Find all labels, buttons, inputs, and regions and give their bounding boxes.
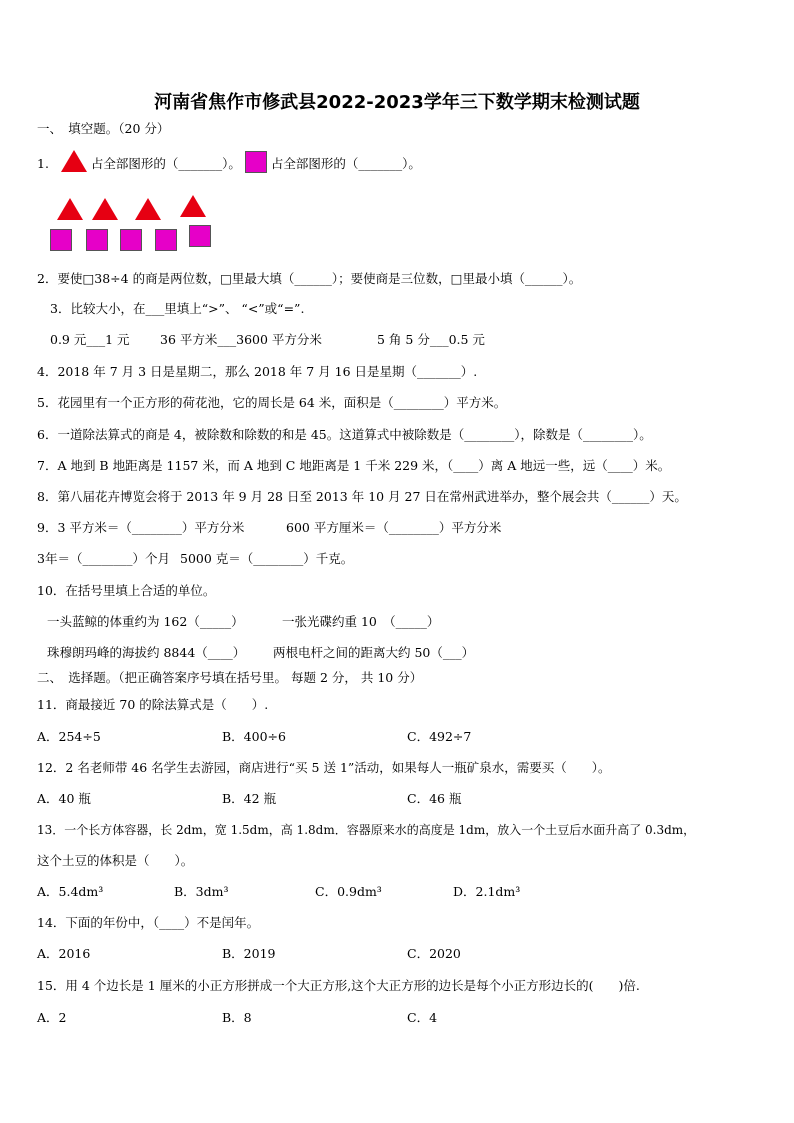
- question-text: 占全部图形的（_______）。: [90, 156, 241, 171]
- question-15: 15．用 4 个边长是 1 厘米的小正方形拼成一个大正方形,这个大正方形的边长是每个小正方形边长的( )倍.: [37, 978, 640, 993]
- question-8: 8．第八届花卉博览会将于 2013 年 9 月 28 日至 2013 年 10 月 27 日在常州武进举办，整个展会共（______）天。: [37, 489, 687, 504]
- option-b: B．3dm³: [174, 884, 229, 899]
- square-icon: [189, 225, 211, 247]
- triangle-icon: [57, 198, 83, 220]
- question-3: 3．比较大小，在___里填上“>”、 “<”或“=”.: [50, 301, 305, 316]
- question-3-item-b: 36 平方米___3600 平方分米: [160, 332, 322, 347]
- question-10-item-b: 一张光碟约重 10 （_____）: [282, 614, 440, 629]
- triangle-icon: [61, 150, 87, 172]
- question-13-cont: 这个土豆的体积是（ ）。: [37, 853, 194, 868]
- page-title: 河南省焦作市修武县2022-2023学年三下数学期末检测试题: [154, 92, 640, 113]
- question-10-item-a: 一头蓝鲸的体重约为 162（_____）: [47, 614, 244, 629]
- option-a: A．254÷5: [37, 729, 101, 744]
- option-a: A．2016: [37, 946, 91, 961]
- square-icon: [50, 229, 72, 251]
- option-c: C．0.9dm³: [315, 884, 382, 899]
- option-b: B．8: [222, 1010, 252, 1025]
- section-heading-choice: 二、 选择题。（把正确答案序号填在括号里。 每题 2 分， 共 10 分）: [37, 670, 423, 685]
- question-9-a: 9．3 平方米＝（________）平方分米: [37, 520, 245, 535]
- option-b: B．400÷6: [222, 729, 286, 744]
- option-a: A．2: [37, 1010, 67, 1025]
- question-4: 4．2018 年 7 月 3 日是星期二，那么 2018 年 7 月 16 日是星期（_______）.: [37, 364, 478, 379]
- triangle-icon: [92, 198, 118, 220]
- question-13: 13．一个长方体容器，长 2dm，宽 1.5dm，高 1.8dm．容器原来水的高度是 1dm，放入一个土豆后水面升高了 0.3dm，: [37, 823, 696, 837]
- option-b: B．42 瓶: [222, 791, 277, 806]
- square-icon: [120, 229, 142, 251]
- triangle-icon: [135, 198, 161, 220]
- question-12: 12．2 名老师带 46 名学生去游园，商店进行“买 5 送 1”活动，如果每人一瓶矿泉水，需要买（ ）。: [37, 760, 611, 775]
- question-11: 11．商最接近 70 的除法算式是（ ）.: [37, 697, 269, 712]
- question-3-item-a: 0.9 元___1 元: [50, 332, 130, 347]
- question-number: 1.: [37, 156, 49, 171]
- option-c: C．492÷7: [407, 729, 472, 744]
- question-6: 6．一道除法算式的商是 4，被除数和除数的和是 45。这道算式中被除数是（________），除数是（________）。: [37, 427, 652, 442]
- option-d: D．2.1dm³: [453, 884, 521, 899]
- question-text: 占全部图形的（_______）。: [270, 156, 421, 171]
- question-9-d: 5000 克＝（________）千克。: [180, 551, 354, 566]
- question-10-item-d: 两根电杆之间的距离大约 50（___）: [273, 645, 475, 660]
- question-14: 14．下面的年份中，（____）不是闰年。: [37, 915, 260, 930]
- question-1: [37, 150, 421, 173]
- section-heading-fill-blank: 一、 填空题。（20 分）: [37, 121, 170, 136]
- option-a: A．5.4dm³: [37, 884, 104, 899]
- square-icon: [86, 229, 108, 251]
- question-10-item-c: 珠穆朗玛峰的海拔约 8844（____）: [47, 645, 246, 660]
- option-b: B．2019: [222, 946, 276, 961]
- question-10: 10．在括号里填上合适的单位。: [37, 583, 216, 598]
- square-icon: [245, 151, 267, 173]
- square-icon: [155, 229, 177, 251]
- triangle-icon: [180, 195, 206, 217]
- option-c: C．46 瓶: [407, 791, 462, 806]
- question-3-item-c: 5 角 5 分___0.5 元: [377, 332, 485, 347]
- question-7: 7．A 地到 B 地距离是 1157 米，而 A 地到 C 地距离是 1 千米 229 米，（____）离 A 地远一些，远（____）米。: [37, 458, 671, 473]
- question-5: 5．花园里有一个正方形的荷花池，它的周长是 64 米，面积是（________）平方米。: [37, 395, 507, 410]
- question-9-c: 3年＝（________）个月: [37, 551, 170, 566]
- option-c: C．2020: [407, 946, 461, 961]
- option-a: A．40 瓶: [37, 791, 91, 806]
- question-2: 2．要使□38÷4 的商是两位数，□里最大填（______）；要使商是三位数，□里最小填（______）。: [37, 271, 582, 286]
- question-9-b: 600 平方厘米＝（________）平方分米: [286, 520, 502, 535]
- option-c: C．4: [407, 1010, 438, 1025]
